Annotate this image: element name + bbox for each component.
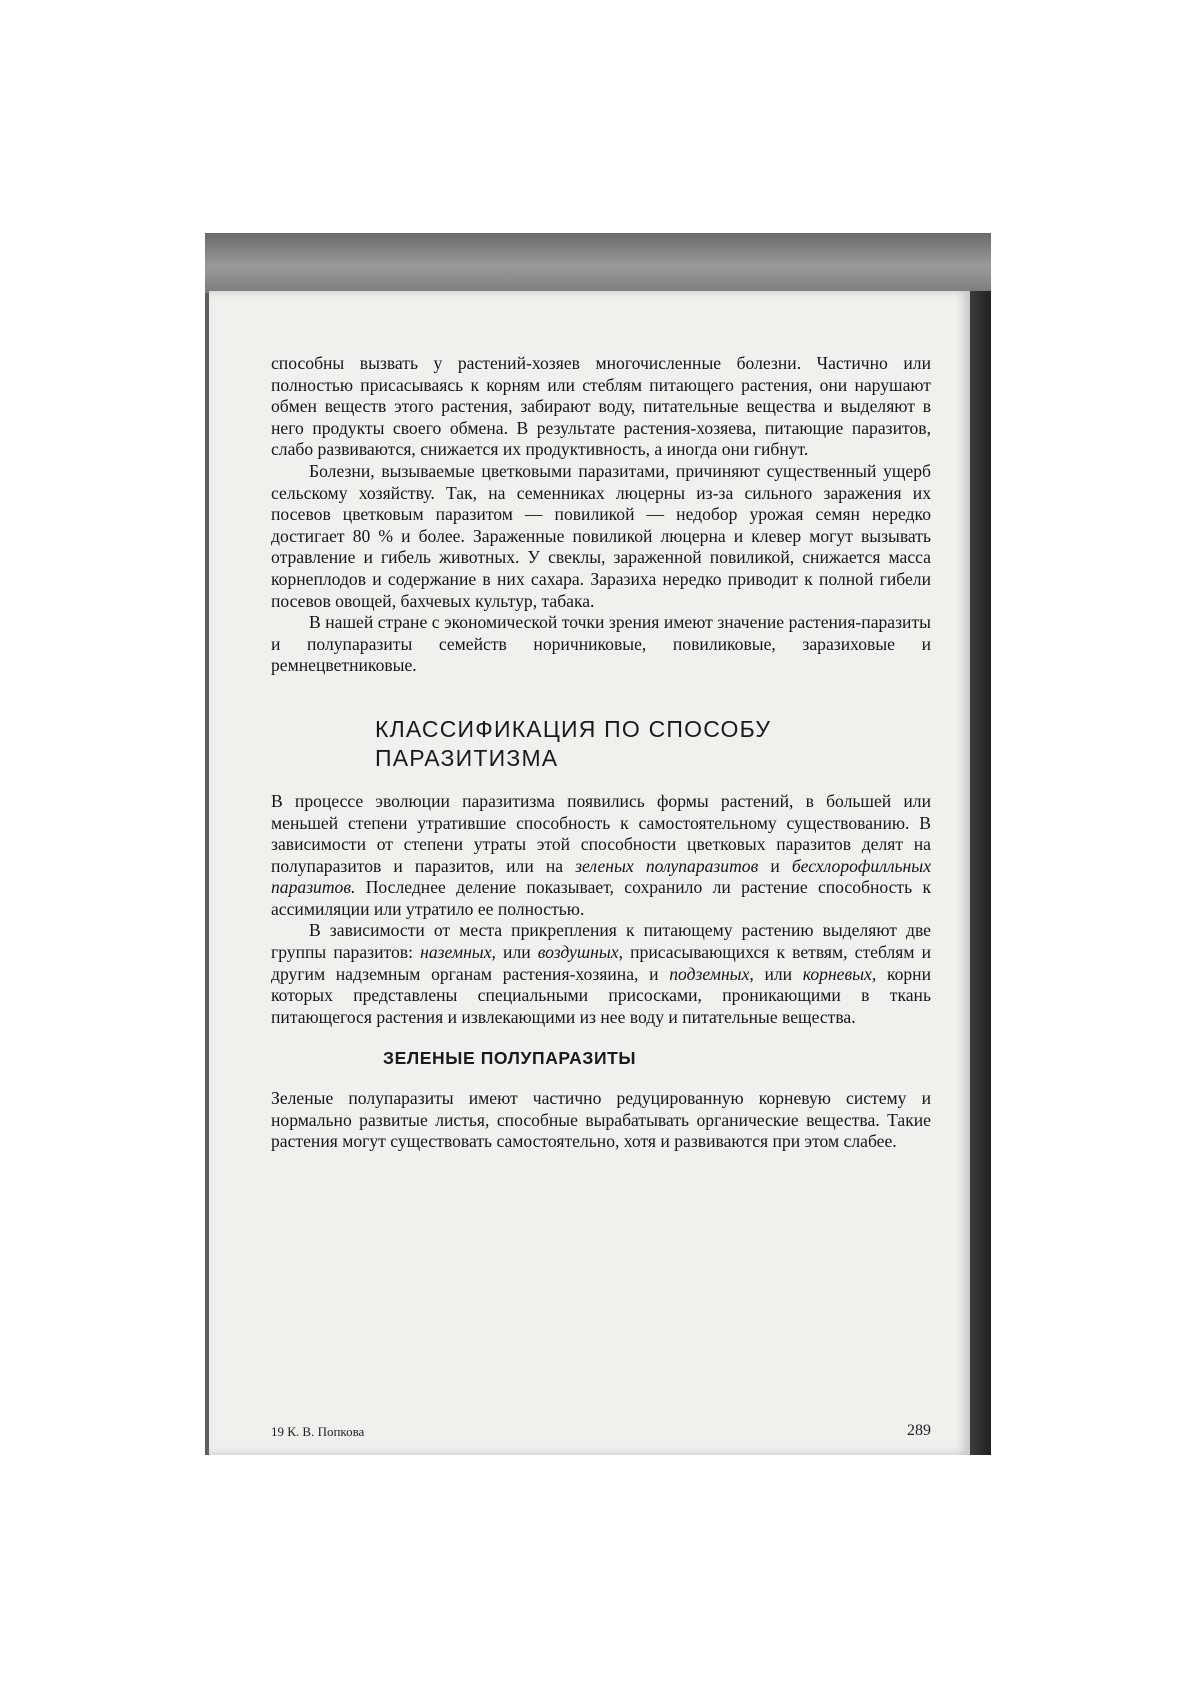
- term-aerial: воздушных,: [537, 942, 623, 963]
- paragraph-5-part-a: В зависимости от места прикрепления к питающему растению выделяют две группы паразитов:: [271, 920, 931, 963]
- book-page-edge: [969, 291, 991, 1455]
- paragraph-5-part-d: или: [764, 963, 793, 984]
- heading-line-1: КЛАССИФИКАЦИЯ ПО СПОСОБУ: [375, 715, 772, 742]
- page-footer: [271, 1424, 931, 1446]
- section-heading-green-semiparasites: ЗЕЛЕНЫЕ ПОЛУПАРАЗИТЫ: [383, 1048, 637, 1069]
- scanned-page-photo: [205, 233, 991, 1455]
- heading-line-2: ПАРАЗИТИЗМА: [375, 744, 559, 771]
- paragraph-3: В нашей стране с экономической точки зрения имеют значение растения-паразиты и полупаразиты семейств норичниковые, повиликовые, заразиховые и ремнецветниковые.: [271, 612, 931, 676]
- term-root: корневых,: [802, 963, 877, 984]
- page-number: 289: [907, 1422, 931, 1439]
- scanner-top-border: [205, 233, 991, 293]
- paragraph-4: [271, 791, 931, 921]
- book-page: [209, 291, 970, 1455]
- term-terrestrial: наземных,: [420, 942, 496, 963]
- term-underground: подземных,: [669, 963, 754, 984]
- paragraph-5-part-e: корни которых представлены специальными присосками, проникающими в ткань питающегося растения и извлекающими из нее воду и питательные вещества.: [271, 963, 932, 1027]
- term-green-semiparasites: зеленых полупаразитов: [575, 855, 759, 876]
- paragraph-4-part-c: Последнее деление показывает, сохранило ли растение способность к ассимиляции или утратило ее полностью.: [271, 877, 931, 919]
- paragraph-4-part-a: В процессе эволюции паразитизма появились формы растений, в большей или меньшей степени утратившие способность к самостоятельному существованию. В зависимости от степени утраты этой способности цветковых паразитов делят на полупаразитов и паразитов, или на: [271, 790, 931, 876]
- paragraph-1: способны вызвать у растений-хозяев многочисленные болезни. Частично или полностью присасываясь к корням или стеблям питающего растения, они нарушают обмен веществ этого растения, забирают воду, питательные вещества и выделяют в него продукты своего обмена. В результате растения-хозяева, питающие паразитов, слабо развиваются, снижается их продуктивность, а иногда они гибнут.: [271, 353, 931, 460]
- page-body: [271, 353, 931, 1153]
- paragraph-6: Зеленые полупаразиты имеют частично редуцированную корневую систему и нормально развитые листья, способные вырабатывать органические вещества. Такие растения могут существовать самостоятельно, хотя и развиваются при этом слабее.: [271, 1088, 931, 1152]
- paragraph-4-part-b: и: [770, 855, 780, 876]
- paragraph-5-part-b: или: [503, 942, 531, 963]
- paragraph-2: Болезни, вызываемые цветковыми паразитами, причиняют существенный ущерб сельскому хозяйству. Так, на семенниках люцерны из-за сильного заражения их посевов цветковым паразитом — повиликой — недобор урожая семян нередко достигает 80 % и более. Зараженные повиликой люцерна и клевер могут вызывать отравление и гибель животных. У свеклы, зараженной повиликой, снижается масса корнеплодов и содержание в них сахара. Заразиха нередко приводит к полной гибели посевов овощей, бахчевых культур, табака.: [271, 460, 931, 611]
- paragraph-5-part-c: присасывающихся к ветвям, стеблям и другим надземным органам растения-хозяина, и: [271, 942, 931, 984]
- term-achlorophyllous-parasites: бесхлорофилльных паразитов.: [271, 855, 932, 898]
- section-heading-classification: [375, 715, 931, 773]
- footer-signature: 19 К. В. Попкова: [271, 1424, 365, 1439]
- paragraph-5: [271, 920, 931, 1028]
